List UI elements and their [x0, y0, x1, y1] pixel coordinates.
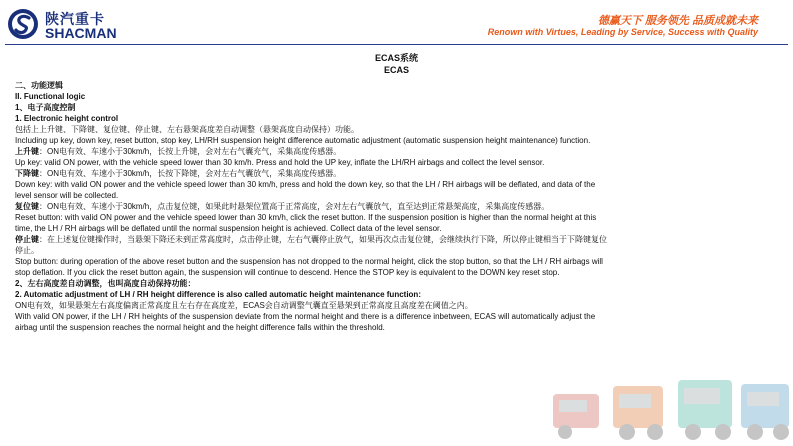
down-key-cn: [15, 168, 775, 179]
section-heading-en: II. Functional logic: [15, 92, 86, 101]
title-cn: ECAS系统: [374, 53, 418, 63]
up-key-cn: [15, 146, 775, 157]
reset-button-label: 复位键: [15, 202, 39, 211]
reset-button-cn: [15, 201, 775, 212]
down-key-en-line1: Down key: with valid ON power and the vehicle speed lower than 30 km/h, press and hold the down key, so that the LH / RH airbags will be deflated, and data of the: [15, 180, 596, 189]
stop-button-en-line2: stop deflation. If you click the reset button again, the suspension will continue to descend. Hence the STOP key is equivalent to the DOWN key reset stop.: [15, 268, 560, 277]
stop-button-cn-line1: [15, 234, 775, 245]
reset-button-text: ：ON电有效、车速小于30km/h，点击复位键，如果此时悬架位置高于正常高度，会对左右气囊放气，直至达到正常悬架高度，采集高度传感器。: [39, 202, 550, 211]
up-key-en: Up key: valid ON power, with the vehicle speed lower than 30 km/h. Press and hold the UP key, inflate the LH/RH airbags and collect the level sensor.: [15, 158, 545, 167]
document-body: [15, 80, 775, 333]
stop-button-label: 停止键: [15, 235, 39, 244]
down-key-en-line2: level sensor will be collected.: [15, 191, 119, 200]
trucks-background-image: [533, 366, 793, 446]
reset-button-en-line1: Reset button: with valid ON power and the vehicle speed lower than 30 km/h, click the reset button. If the suspension position is higher than the normal height at this: [15, 213, 597, 222]
up-key-text: ：ON电有效、车速小于30km/h，长按上升键，会对左右气囊充气，采集高度传感器。: [39, 147, 342, 156]
down-key-label: 下降键: [15, 169, 39, 178]
header-divider: [5, 44, 788, 45]
intro-en: Including up key, down key, reset button, stop key, LH/RH suspension height difference automatic adjustment (automatic suspension height maintenance) function.: [15, 136, 591, 145]
title-en: ECAS: [383, 65, 409, 75]
stop-button-text: ：在上述复位键操作时，当悬架下降还未到正常高度时，点击停止键，左右气囊停止放气，如果再次点击复位键，会继续执行下降，所以停止键相当于下降键复位: [39, 235, 607, 244]
subsection1-heading-cn: 1、电子高度控制: [15, 103, 76, 112]
subsection2-body-cn: ON电有效，如果悬架左右高度偏离正常高度且左右存在高度差，ECAS会自动调整气囊直至悬架到正常高度且高度差在阈值之内。: [15, 301, 473, 310]
up-key-label: 上升键: [15, 147, 39, 156]
subsection2-body-en-line2: airbag until the suspension reaches the normal height and the height difference falls within the threshold.: [15, 323, 385, 332]
brand-name-cn: 陕汽重卡: [45, 11, 105, 27]
intro-cn: 包括上上升键、下降键、复位键、停止键、左右悬架高度差自动调整（悬架高度自动保持）功能。: [15, 125, 359, 134]
subsection1-heading-en: 1. Electronic height control: [15, 114, 119, 123]
shacman-logo-icon: [7, 8, 39, 40]
slogan-cn: 德赢天下 服务领先 品质成就未来: [597, 15, 758, 27]
down-key-text: ：ON电有效、车速小于30km/h，长按下降键，会对左右气囊放气，采集高度传感器。: [39, 169, 342, 178]
subsection2-heading-cn: 2、左右高度差自动调整，也叫高度自动保持功能：: [15, 279, 196, 288]
section-heading-cn: 二、功能逻辑: [15, 81, 63, 90]
subsection2-body-en-line1: With valid ON power, if the LH / RH heights of the suspension deviate from the normal height and there is a difference inbetween, ECAS will automatically adjust the: [15, 312, 596, 321]
slogan-en: Renown with Virtues, Leading by Service, Success with Quality: [487, 27, 758, 37]
subsection2-heading-en: 2. Automatic adjustment of LH / RH height difference is also called automatic height maintenance function:: [15, 290, 421, 299]
reset-button-en-line2: time, the LH / RH airbags will be deflated until the normal suspension height is achieved. Collect data of the level sensor.: [15, 224, 442, 233]
brand-name-en: SHACMAN: [45, 25, 117, 41]
stop-button-cn-line2: 停止。: [15, 246, 39, 255]
page-header: [0, 0, 793, 44]
stop-button-en-line1: Stop button: during operation of the above reset button and the suspension has not dropped to the normal height, click the stop button, so that the LH / RH airbags will: [15, 257, 603, 266]
document-title: [0, 52, 793, 76]
